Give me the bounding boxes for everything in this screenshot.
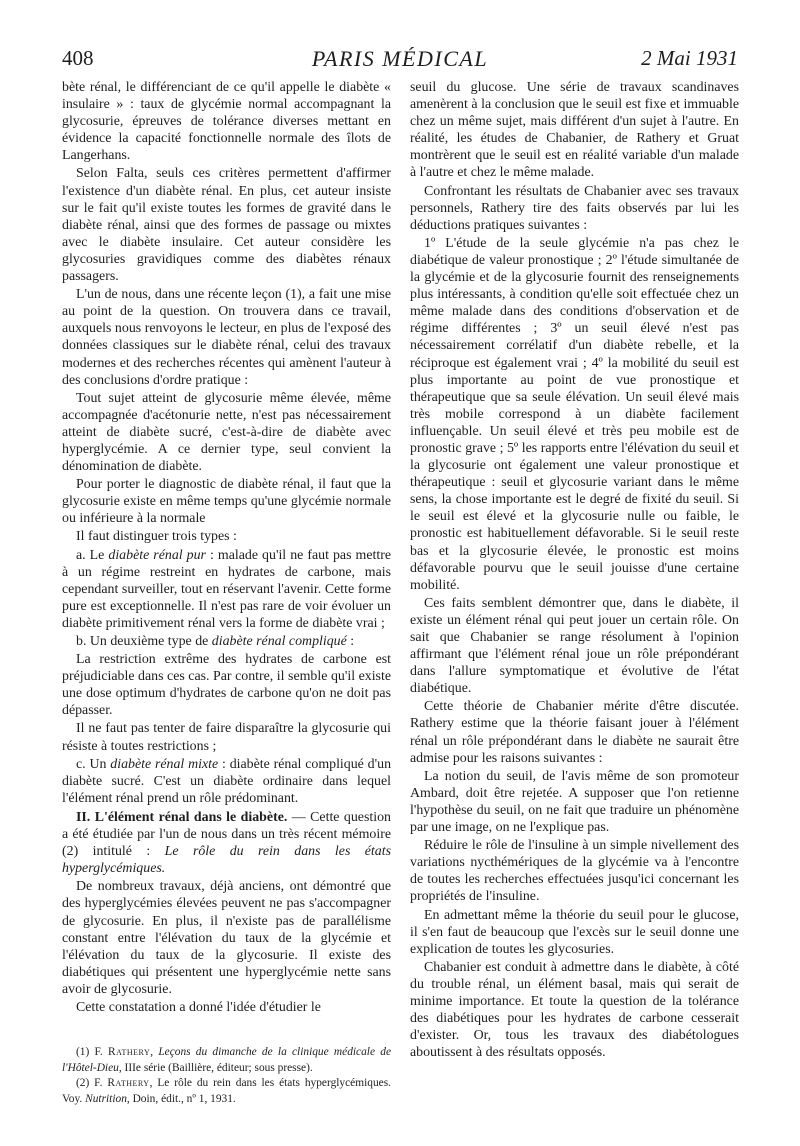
item-label: c. Un xyxy=(76,756,111,772)
item-term: diabète rénal compliqué xyxy=(211,634,347,649)
paragraph: Il ne faut pas tenter de faire disparaître la glycosurie qui résiste à toutes restrictions ; xyxy=(62,721,391,754)
list-item-b xyxy=(62,633,391,650)
item-label: b. Un deuxième type de xyxy=(76,634,212,649)
right-column xyxy=(410,79,739,1062)
footnote-journal: Nutrition xyxy=(85,1092,127,1105)
footnote-2 xyxy=(62,1076,391,1107)
footnote-text: , IIIe série (Baillière, éditeur; sous presse). xyxy=(118,1061,313,1074)
paragraph: De nombreux travaux, déjà anciens, ont démontré que des hyperglycémies élevées peuvent ne pas s'accompagner de glycosurie. En plus, il n'existe pas de parallélisme constant entre l'élévation du taux de la glycémie et l'élévation du taux de la glycosurie. Il existe des diabétiques qui présentent une hyperglycémie nette sans avoir de glycosurie. xyxy=(62,879,391,997)
section-text: — Cette question a été étudiée par l'un de nous dans un très récent mémoire (2) intitulé : xyxy=(62,809,391,860)
footnote-number: (1) F. xyxy=(76,1046,109,1058)
paragraph: seuil du glucose. Une série de travaux scandinaves amenèrent à la conclusion que le seuil est fixe et immuable chez un même sujet, mais différent d'un sujet à l'autre. En réalité, les études de Chabanier, de Rathery et Gruat montrèrent que le seuil est en réalité variable d'un malade à l'autre et chez le même malade. xyxy=(410,80,739,181)
footnotes xyxy=(62,1045,391,1107)
paragraph: Il faut distinguer trois types : xyxy=(76,529,237,545)
item-text: : diabète rénal compliqué d'un diabète sucré. C'est un diabète ordinaire dans lequel l'élément rénal prend un rôle prédominant. xyxy=(62,756,392,806)
item-term: diabète rénal pur xyxy=(108,547,206,563)
list-item-a xyxy=(62,547,391,632)
section-heading-paragraph xyxy=(62,809,391,877)
paragraph: bète rénal, le différenciant de ce qu'il appelle le diabète « insulaire » : taux de glycémie normal accompagnant la glycosurie, épreuves de tolérance diverses mettant en évidence la capacité fonctionnelle normale des îlots de Langerhans. xyxy=(62,80,391,164)
paragraph: La restriction extrême des hydrates de carbone est préjudiciable dans ces cas. Par contre, il semble qu'il existe une dose optimum d'hydrates de carbone qu'on ne doit pas dépasser. xyxy=(62,652,391,719)
paragraph: Pour porter le diagnostic de diabète rénal, il faut que la glycosurie existe en même temps qu'une glycémie normale ou inférieure à la normale xyxy=(62,477,391,527)
left-column xyxy=(62,79,391,1017)
paragraph: 1º L'étude de la seule glycémie n'a pas chez le diabétique de valeur pronostique ; 2º l'étude simultanée de la glycémie et de la glycosurie fournit des renseignements plus intéressants, à condition qu'elle soit effectuée chez un même malade dans des conditions d'observation et de régime différentes ; 3º un seuil élevé n'est pas nécessairement corrélatif d'un diabète rebelle, et la réciproque est également vrai ; 4º la mobilité du seuil est plus importante au point de vue pronostique et thérapeutique que sa seule élévation. Un seuil élevé mais très mobile correspond à un diabète facilement influençable. Un seuil élevé et très peu mobile est de pronostic grave ; 5º les rapports entre l'élévation du seuil et la glycosurie ont également une valeur pronostique et thérapeutique : seuil et glycosurie variant dans le même sens, la chose importante est le degré de fixité du seuil. Si le seuil est élevé et la glycosurie nulle ou faible, le pronostic est habituellement défavorable. Si le seuil reste bas et la glycosurie élevée, le pronostic est moins défavorable pourvu que le seuil jouisse d'une certaine mobilité. xyxy=(410,235,739,593)
paragraph: En admettant même la théorie du seuil pour le glucose, il s'en faut de beaucoup que l'excès sur le seuil donne une explication de toutes les glycosuries. xyxy=(410,907,739,957)
item-text: : xyxy=(346,634,355,649)
paragraph: L'un de nous, dans une récente leçon (1), a fait une mise au point de la question. On trouvera dans ce travail, auxquels nous renvoyons le lecteur, en plus de l'exposé des données classiques sur le diabète rénal, celui des travaux modernes et des recherches récentes qui amènent l'auteur à des conclusions d'ordre pratique : xyxy=(62,287,391,388)
journal-title: PARIS MÉDICAL xyxy=(311,46,489,71)
item-text: : malade qu'il ne faut pas mettre à un régime restreint en hydrates de carbone, mais cependant surveiller, tout en réservant l'avenir. Cette forme pure est exceptionnelle. Il n'est pas rare de voir évoluer un diabète primitivement rénal vers la forme de diabète vrai ; xyxy=(62,547,392,631)
list-item-c xyxy=(62,756,391,807)
footnote-sep: , xyxy=(150,1046,159,1058)
footnote-text: , Doin, édit., nº 1, 1931. xyxy=(126,1092,236,1105)
section-heading: II. L'élément rénal dans le diabète. xyxy=(76,809,288,825)
paragraph: Chabanier est conduit à admettre dans le diabète, à côté du trouble rénal, un élément basal, mais qui serait de minime importance. Et toute la question de la tolérance des diabétiques pour les hydrates de carbone cesserait d'exister. Or, tous les travaux des diabétologues aboutissent à des résultats opposés. xyxy=(410,959,739,1061)
paragraph: Cette théorie de Chabanier mérite d'être discutée. Rathery estime que la théorie faisant jouer à l'élément rénal un rôle prépondérant dans le diabète ne saurait être admise pour les raisons suivantes : xyxy=(410,699,739,766)
paragraph: Tout sujet atteint de glycosurie même élevée, même accompagnée d'acétonurie nette, n'est pas nécessairement atteint de diabète sucré, c'est-à-dire de diabète avec hyperglycémie. A ce dernier type, seul convient la dénomination de diabète. xyxy=(62,390,391,475)
paragraph: Ces faits semblent démontrer que, dans le diabète, il existe un élément rénal qui peut jouer un certain rôle. On sait que Chabanier se range résolument à l'opinion affirmant que l'élément rénal joue un rôle prépondérant dans l'allure symptomatique et évolutive de l'état diabétique. xyxy=(410,595,739,697)
footnote-author: Rathery xyxy=(107,1077,150,1089)
paragraph: La notion du seuil, de l'avis même de son promoteur Ambard, doit être rejetée. A supposer que l'on retienne l'hypothèse du seuil, on ne fait que traduire un phénomène par une image, on ne l'explique pas. xyxy=(410,768,739,836)
footnote-text: , Le rôle du rein dans les états hyperglycémiques. Voy. xyxy=(62,1077,391,1105)
issue-date: 2 Mai 1931 xyxy=(641,46,738,70)
item-label: a. Le xyxy=(76,547,109,563)
memoir-title: Le rôle du rein dans les états hyperglycémiques. xyxy=(62,844,392,877)
footnote-title: Leçons du dimanche de la clinique médicale de l'Hôtel-Dieu xyxy=(62,1046,392,1074)
paragraph: Selon Falta, seuls ces critères permettent d'affirmer l'existence d'un diabète rénal. En plus, cet auteur insiste sur le fait qu'il existe toutes les formes de gravité dans le diabète rénal, ainsi que des formes de passage ou mixtes avec le diabète insulaire. Cet auteur considère les glycosuries gravidiques comme des diabètes rénaux passagers. xyxy=(62,166,391,285)
paragraph: Cette constatation a donné l'idée d'étudier le xyxy=(76,999,321,1015)
paragraph: Réduire le rôle de l'insuline à un simple nivellement des variations nycthémériques de la glycémie va à l'encontre de toutes les recherches effectuées jusqu'ici concernant les propriétés de l'insuline. xyxy=(410,838,739,905)
footnote-1 xyxy=(62,1045,391,1076)
page-header xyxy=(62,46,738,76)
footnote-author: Rathery xyxy=(108,1046,151,1058)
item-term: diabète rénal mixte xyxy=(110,756,219,772)
page-number: 408 xyxy=(62,46,94,70)
paragraph: Confrontant les résultats de Chabanier avec ses travaux personnels, Rathery tire des faits observés par lui les déductions pratiques suivantes : xyxy=(410,183,739,233)
footnote-number: (2) F. xyxy=(76,1077,108,1089)
